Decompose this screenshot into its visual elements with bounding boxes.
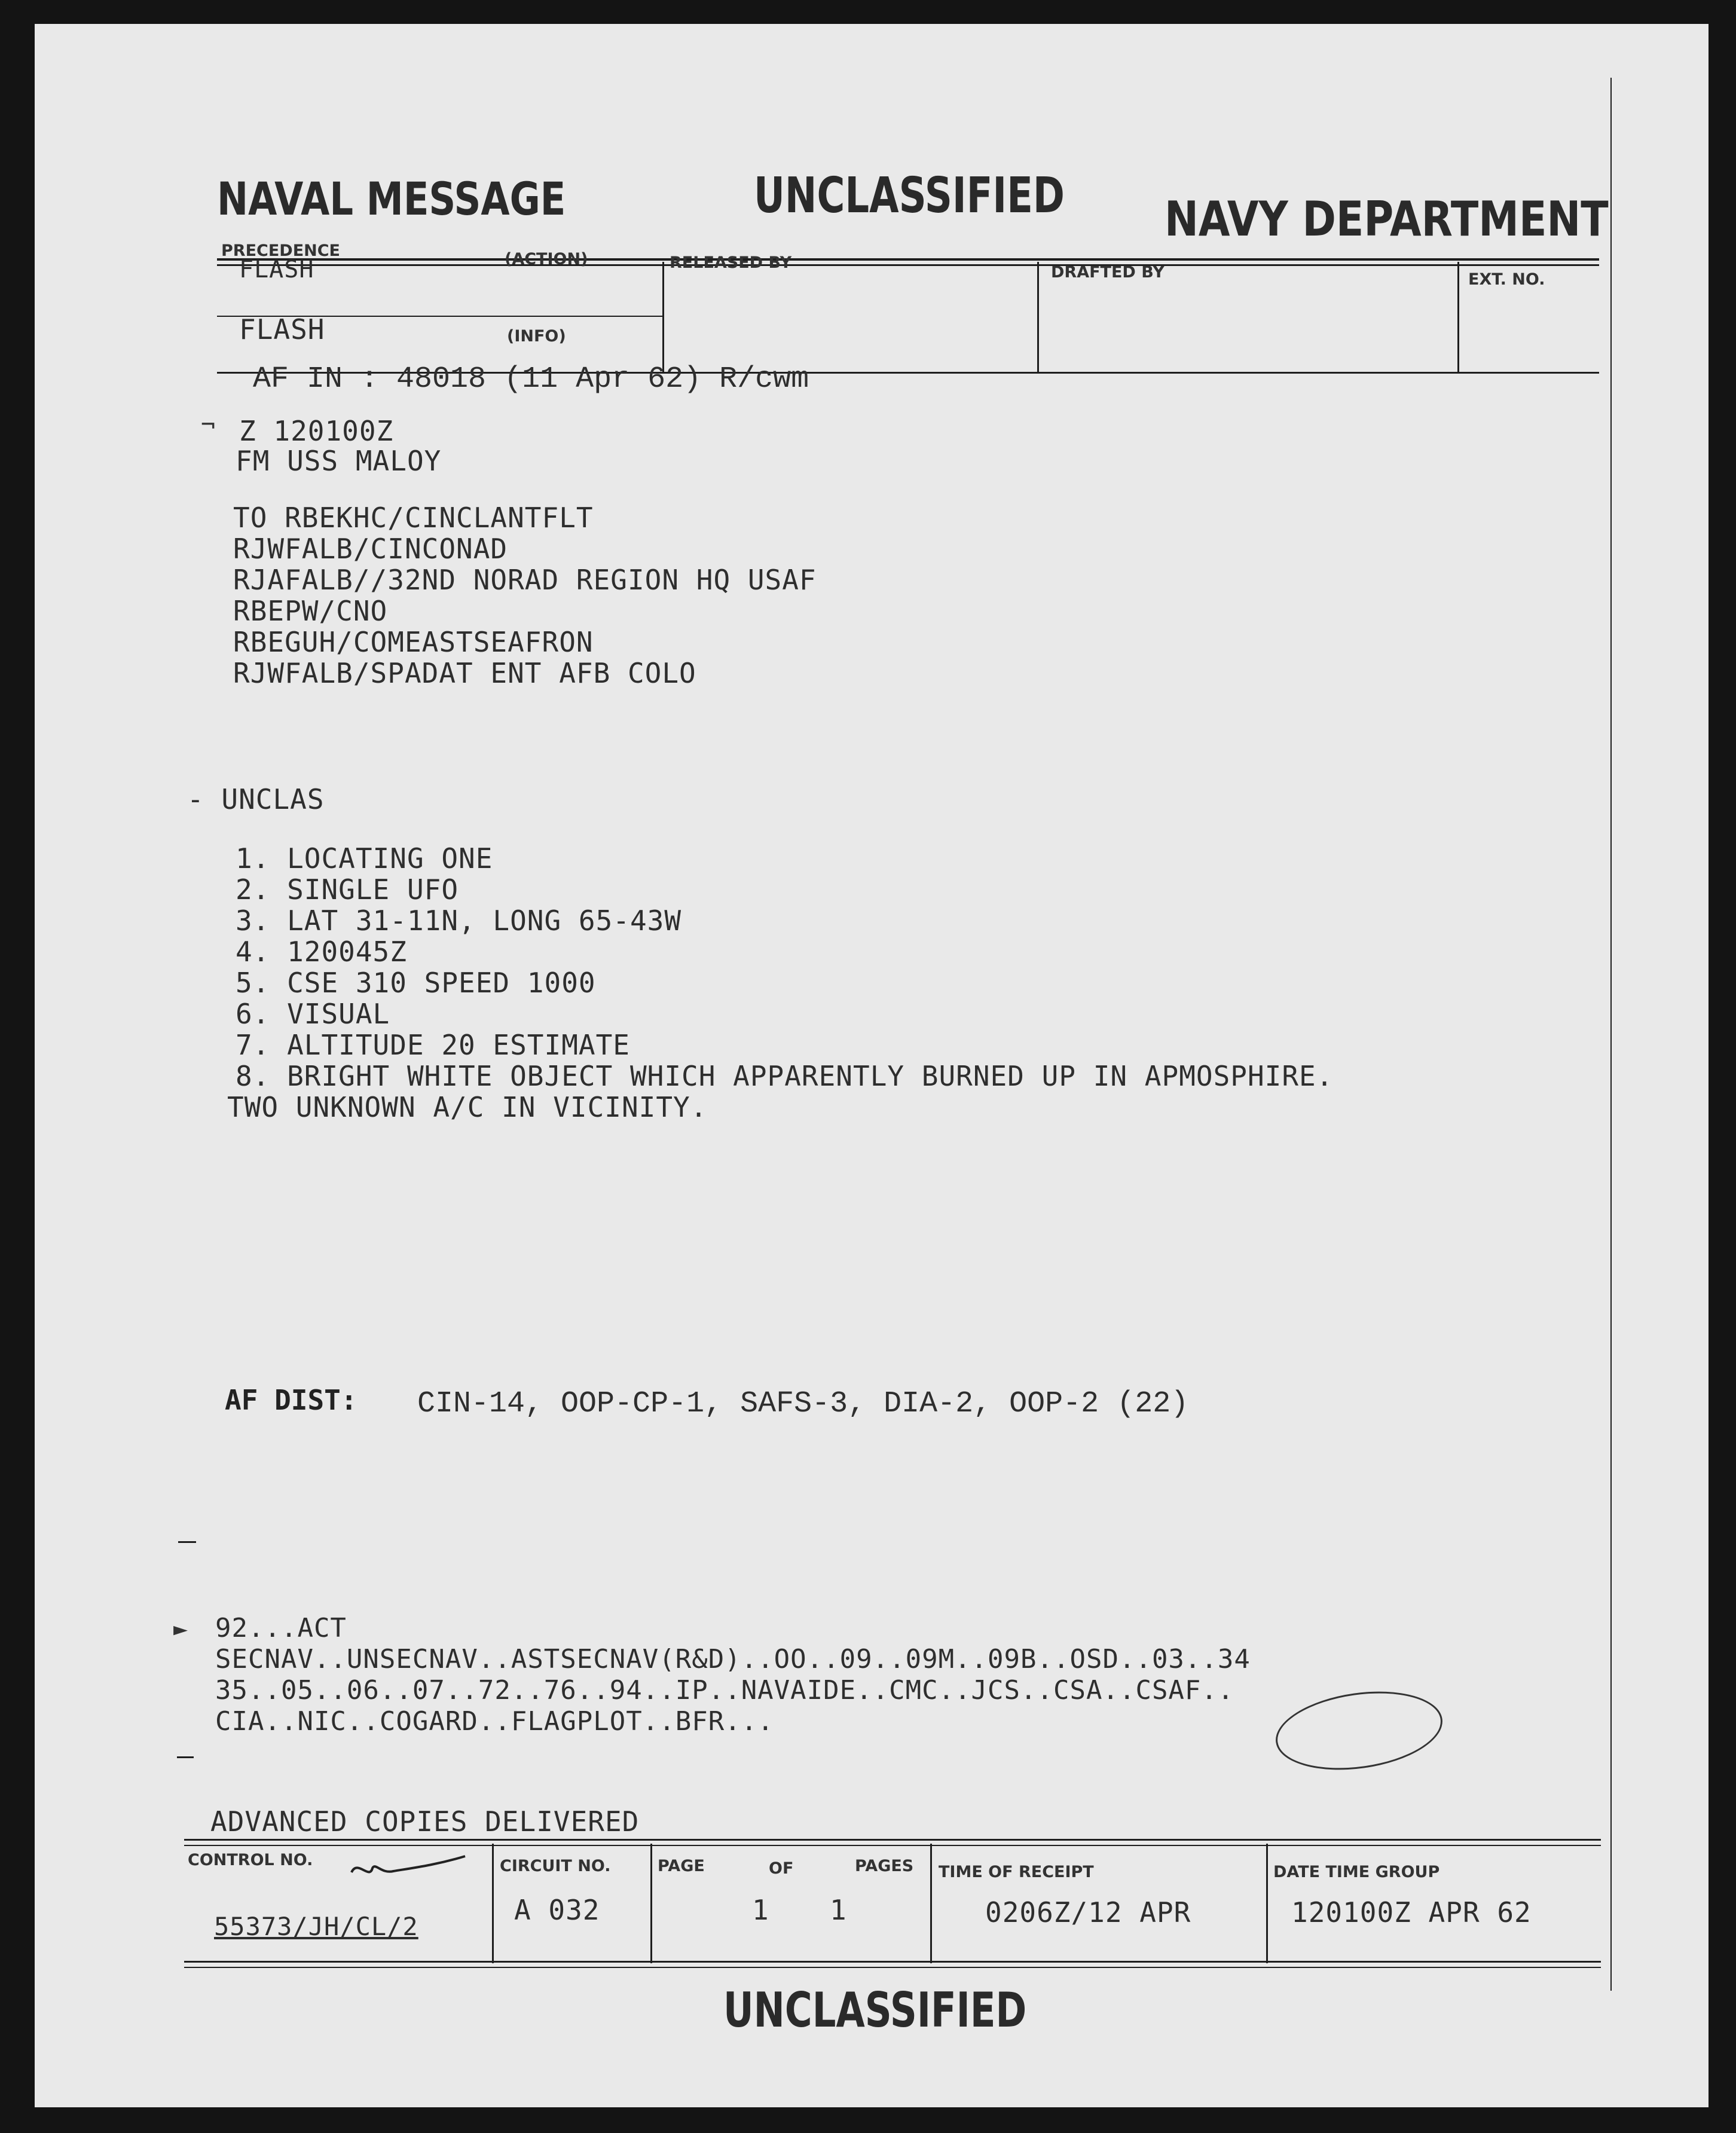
page-label: PAGE [658,1857,705,1875]
report-item: 3. LAT 31-11N, LONG 65-43W [236,904,682,937]
footer-table-bottom-rule-2 [184,1967,1601,1968]
header-unclassified: UNCLASSIFIED [754,167,1065,224]
info-label: (INFO) [507,327,566,346]
control-no-label: CONTROL NO. [188,1851,313,1869]
addressee-line: TO RBEKHC/CINCLANTFLT [233,502,594,534]
form-divider-2 [1037,262,1039,373]
margin-dash [178,1541,196,1543]
routing-line: 35..05..06..07..72..76..94..IP..NAVAIDE..CMC..JCS..CSA..CSAF.. [215,1675,1234,1706]
control-no-value: 55373/JH/CL/2 [214,1912,418,1941]
time-of-receipt-label: TIME OF RECEIPT [939,1863,1094,1881]
pages-value: 1 [830,1894,847,1926]
addressee-line: RJAFALB//32ND NORAD REGION HQ USAF [233,564,817,596]
header-navy-department: NAVY DEPARTMENT [1165,191,1609,247]
precedence-label: PRECEDENCE [221,242,340,260]
top-form-rule-lower [217,264,1599,266]
page-value: 1 [752,1894,769,1926]
classification-line: - UNCLAS [187,783,325,815]
routing-line: 92...ACT [215,1613,347,1643]
footer-table-top-rule [184,1839,1601,1841]
margin-arrow: ► [173,1615,188,1643]
addressee-list [233,502,817,689]
report-item: 5. CSE 310 SPEED 1000 [236,967,596,999]
addressee-line: RJWFALB/CINCONAD [233,533,508,565]
time-of-receipt-value: 0206Z/12 APR [985,1896,1191,1929]
naval-message-page [35,24,1709,2107]
report-item: 4. 120045Z [236,936,407,968]
footer-divider-3 [930,1844,932,1963]
from-line: FM USS MALOY [236,445,442,477]
footer-unclassified: UNCLASSIFIED [723,1982,1027,2038]
report-item-continuation: TWO UNKNOWN A/C IN VICINITY. [227,1091,708,1123]
footer-divider-2 [650,1844,652,1963]
precedence-info-value: FLASH [239,313,325,346]
precedence-action-value: FLASH [239,256,314,283]
date-time-group-value: 120100Z APR 62 [1291,1896,1532,1929]
csaf-handwritten-circle [1271,1682,1448,1780]
addressee-line: RBEPW/CNO [233,595,388,627]
top-form-rule-upper [217,258,1599,261]
date-time-group-label: DATE TIME GROUP [1273,1863,1440,1881]
routing-block [215,1613,1251,1737]
drafted-by-label: DRAFTED BY [1051,263,1165,282]
page-right-edge-line [1610,78,1612,1991]
date-time-group: Z 120100Z [239,415,394,447]
margin-tick: ¬ [201,411,216,439]
routing-line: CIA..NIC..COGARD..FLAGPLOT..BFR... [215,1706,774,1737]
margin-dash [177,1756,194,1758]
report-items [227,843,1333,1123]
pages-label: PAGES [855,1857,914,1875]
report-item: 2. SINGLE UFO [236,873,459,906]
circuit-no-value: A 032 [514,1894,600,1926]
form-divider-1 [662,262,664,373]
ext-no-label: EXT. NO. [1468,270,1545,289]
of-label: OF [769,1859,794,1878]
footer-table-top-rule-2 [184,1845,1601,1846]
af-dist-value: CIN-14, OOP-CP-1, SAFS-3, DIA-2, OOP-2 (22) [417,1387,1189,1421]
header-naval-message: NAVAL MESSAGE [217,172,566,225]
released-by-label: RELEASED BY [670,253,792,272]
footer-divider-4 [1266,1844,1268,1963]
footer-table-bottom-rule [184,1961,1601,1963]
form-divider-3 [1457,262,1459,373]
action-label: (ACTION) [505,250,588,268]
af-dist-label: AF DIST: [225,1384,357,1416]
circuit-no-label: CIRCUIT NO. [500,1857,611,1875]
addressee-line: RJWFALB/SPADAT ENT AFB COLO [233,657,696,689]
af-in-stamp: AF IN : 48018 (11 Apr 62) R/cwm [253,362,809,396]
advanced-copies-line: ADVANCED COPIES DELIVERED [210,1805,640,1838]
report-item: 6. VISUAL [236,998,390,1030]
addressee-line: RBEGUH/COMEASTSEAFRON [233,626,594,658]
footer-divider-1 [492,1844,494,1963]
handwritten-initials [346,1853,471,1883]
routing-line: SECNAV..UNSECNAV..ASTSECNAV(R&D)..OO..09..09M..09B..OSD..03..34 [215,1644,1251,1674]
report-item: 8. BRIGHT WHITE OBJECT WHICH APPARENTLY BURNED UP IN APMOSPHIRE. [236,1060,1334,1092]
report-item: 7. ALTITUDE 20 ESTIMATE [236,1029,630,1061]
report-item: 1. LOCATING ONE [236,842,493,875]
